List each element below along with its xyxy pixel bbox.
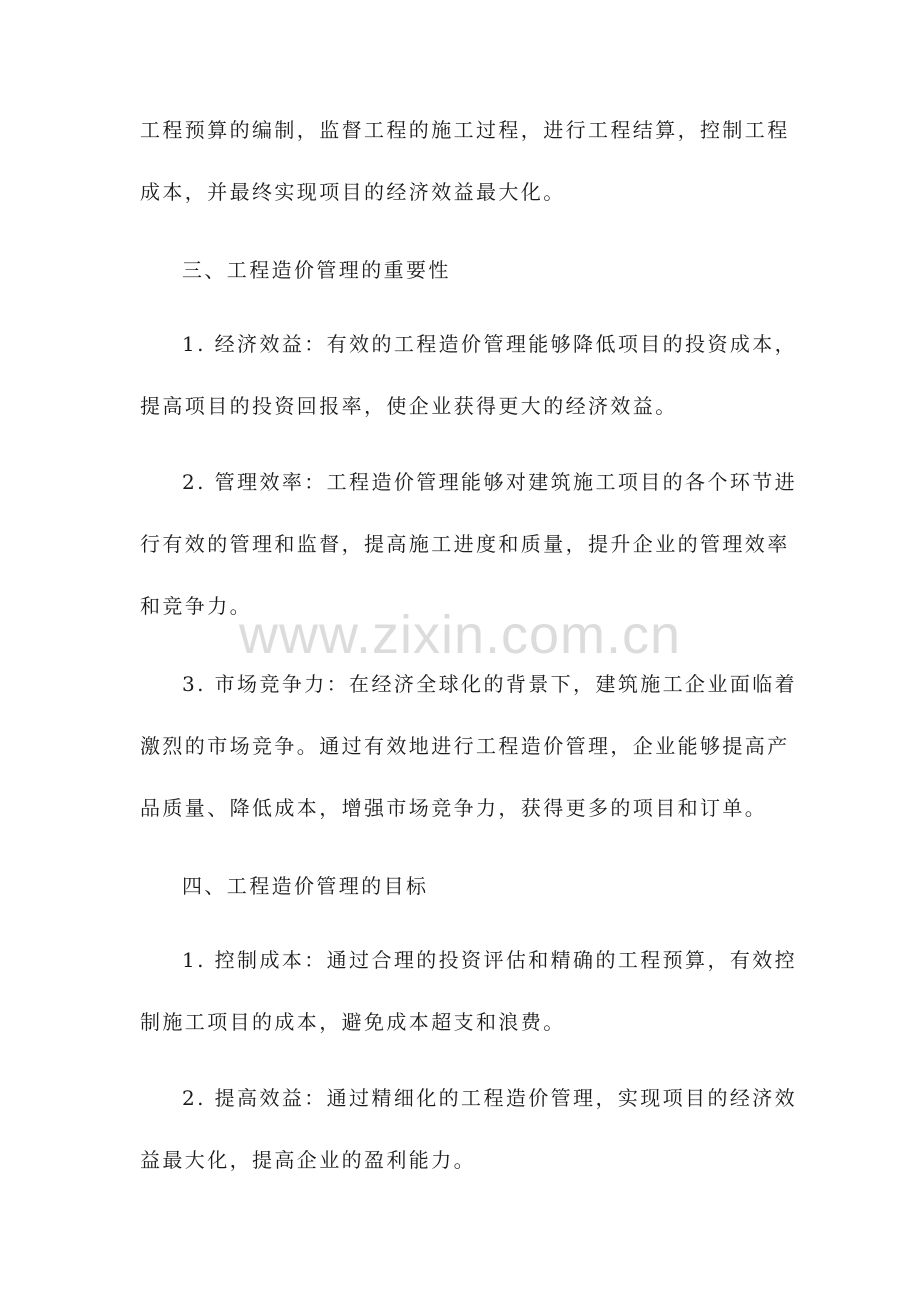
paragraph-line: 和竞争力。 xyxy=(140,594,252,618)
paragraph-line: 制施工项目的成本，避免成本超支和浪费。 xyxy=(140,1010,566,1034)
section-heading: 四、工程造价管理的目标 xyxy=(182,874,429,898)
watermark: www.zixin.com.cn xyxy=(238,605,682,665)
section-heading: 三、工程造价管理的重要性 xyxy=(182,258,451,282)
paragraph-line: 激烈的市场竞争。通过有效地进行工程造价管理，企业能够提高产 xyxy=(140,734,790,758)
paragraph-line: 提高项目的投资回报率，使企业获得更大的经济效益。 xyxy=(140,394,678,418)
paragraph-line: 2. 提高效益：通过精细化的工程造价管理，实现项目的经济效 xyxy=(182,1086,798,1110)
paragraph-line: 品质量、降低成本，增强市场竞争力，获得更多的项目和订单。 xyxy=(140,796,768,820)
paragraph-line: 成本，并最终实现项目的经济效益最大化。 xyxy=(140,180,566,204)
paragraph-line: 行有效的管理和监督，提高施工进度和质量，提升企业的管理效率 xyxy=(140,532,790,556)
paragraph-line: 2. 管理效率：工程造价管理能够对建筑施工项目的各个环节进 xyxy=(182,470,798,494)
paragraph-line: 工程预算的编制，监督工程的施工过程，进行工程结算，控制工程 xyxy=(140,118,790,142)
paragraph-line: 益最大化，提高企业的盈利能力。 xyxy=(140,1148,476,1172)
paragraph-line: 3. 市场竞争力：在经济全球化的背景下，建筑施工企业面临着 xyxy=(182,672,798,696)
paragraph-line: 1. 经济效益：有效的工程造价管理能够降低项目的投资成本， xyxy=(182,332,798,356)
paragraph-line: 1. 控制成本：通过合理的投资评估和精确的工程预算，有效控 xyxy=(182,948,798,972)
